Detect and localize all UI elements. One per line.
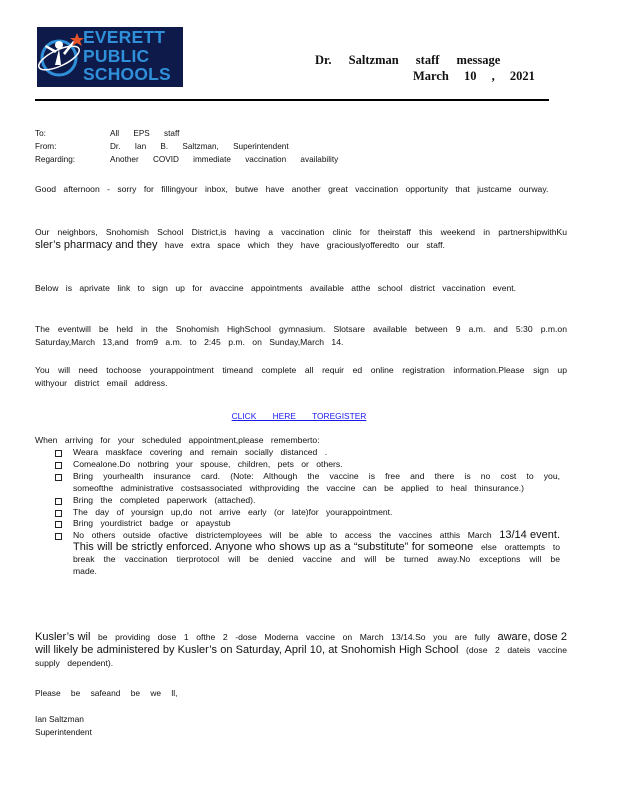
paragraph-neighbors-part-1: Our neighbors, Snohomish School District,is having a vaccination clinic for theirstaff this weekend in partnershipwithKu	[35, 227, 567, 237]
paragraph-kuslers	[35, 631, 567, 670]
signature-name: Ian Saltzman	[35, 714, 84, 724]
header-rule	[35, 99, 549, 101]
list-item	[55, 459, 560, 471]
list-item-text: Comealone.Do notbring your spouse, children, pets or others.	[73, 458, 343, 469]
logo-wordmark	[83, 28, 171, 84]
checkbox-icon	[55, 450, 62, 457]
paragraph-neighbors-part-2: sler’s pharmacy and they	[35, 239, 158, 251]
signature-title: Superintendent	[35, 727, 92, 737]
list-item-text: The day of yoursign up,do not arrive early (or late)for yourappointment.	[73, 506, 393, 517]
list-item-text: Bring yourhealth insurance card. (Note: Although the vaccine is free and there is no cost to you, someofthe administrative costsassociated withproviding the vaccine can be applied to heal thinsurance.)	[73, 470, 560, 493]
list-item-text-part-1: No others outside ofactive districtemployees will be able to access the vaccines atthis March	[73, 530, 492, 541]
list-item	[55, 530, 560, 578]
list-item-text: Bring the completed paperwork (attached).	[73, 494, 256, 505]
memo-regarding-label: Regarding:	[35, 155, 76, 164]
paragraph-kuslers-part-3: aware, dose 2 will likely be administered by Kusler’s on Saturday, April 10, at Snohomish High School	[35, 631, 567, 656]
list-item-text: Weara maskface covering and remain socially distanced .	[73, 447, 328, 457]
list-item-text-part-3: else orattempts to break the vaccination tierprotocol will be denied vaccine and will be turned away.No exceptions will be made.	[73, 542, 561, 577]
list-item	[55, 495, 560, 507]
checkbox-icon	[55, 510, 62, 517]
logo-line-2: PUBLIC	[83, 45, 150, 66]
checkbox-icon	[55, 462, 62, 469]
memo-to-row	[35, 127, 555, 140]
checkbox-icon	[55, 533, 62, 540]
checkbox-icon	[55, 521, 62, 528]
paragraph-kuslers-part-1: Kusler’s wil	[35, 631, 91, 643]
closing-line: Please be safeand be we ll,	[35, 688, 178, 698]
paragraph-kuslers-part-2: be providing dose 1 ofthe 2 -dose Moderna vaccine on March 13/14.So you are fully	[98, 632, 490, 642]
memo-to-value: All EPS staff	[110, 129, 180, 138]
memo-regarding-row	[35, 153, 555, 166]
paragraph-greeting: Good afternoon - sorry for fillingyour inbox, butwe have another great vaccination opportunity that justcame ourway.	[35, 184, 549, 194]
paragraph-neighbors	[35, 226, 567, 252]
logo-line-1: EVERETT	[83, 27, 166, 47]
register-link[interactable]: CLICK HERE TOREGISTER	[231, 411, 367, 421]
memo-from-label: From:	[35, 142, 57, 151]
register-link-row	[0, 406, 618, 424]
logo-line-3: SCHOOLS	[83, 64, 171, 84]
arrival-checklist	[55, 447, 560, 578]
memo-to-label: To:	[35, 129, 46, 138]
list-item	[55, 447, 560, 459]
paragraph-event-times: The eventwill be held in the Snohomish HighSchool gymnasium. Slotsare available between 9 a.m. and 5:30 p.m.on Saturday,March 13,and from9 a.m. to 2:45 p.m. on Sunday,March 14.	[35, 324, 567, 347]
memo-header	[35, 127, 555, 166]
message-title: Dr. Saltzman staff message	[315, 53, 501, 67]
checkbox-icon	[55, 498, 62, 505]
paragraph-neighbors-part-3: have extra space which they have graciouslyofferedto our staff.	[164, 240, 445, 250]
list-item	[55, 507, 560, 519]
memo-from-row	[35, 140, 555, 153]
memo-regarding-value: Another COVID immediate vaccination availability	[110, 155, 339, 164]
list-item	[55, 471, 560, 495]
list-item-text: Bring yourdistrict badge or apaystub	[73, 518, 231, 529]
paragraph-private-link: Below is aprivate link to sign up for avaccine appointments available atthe school district vaccination event.	[35, 283, 517, 293]
district-logo	[37, 27, 183, 87]
message-date: March 10 , 2021	[413, 69, 535, 83]
list-item-text-part-2: 13/14 event. This will be strictly enforced. Anyone who shows up as a “substitute” for someone	[73, 529, 560, 554]
arrival-intro: When arriving for your scheduled appointment,please rememberto:	[35, 435, 320, 445]
paragraph-registration: You will need tochoose yourappointment timeand complete all requir ed online registration information.Please sign up withyour district email address.	[35, 365, 567, 388]
memo-from-value: Dr. Ian B. Saltzman, Superintendent	[110, 142, 289, 151]
checkbox-icon	[55, 474, 62, 481]
list-item	[55, 518, 560, 530]
paragraph-kuslers-part-4: (dose 2 dateis vaccine supply dependent).	[35, 645, 567, 668]
